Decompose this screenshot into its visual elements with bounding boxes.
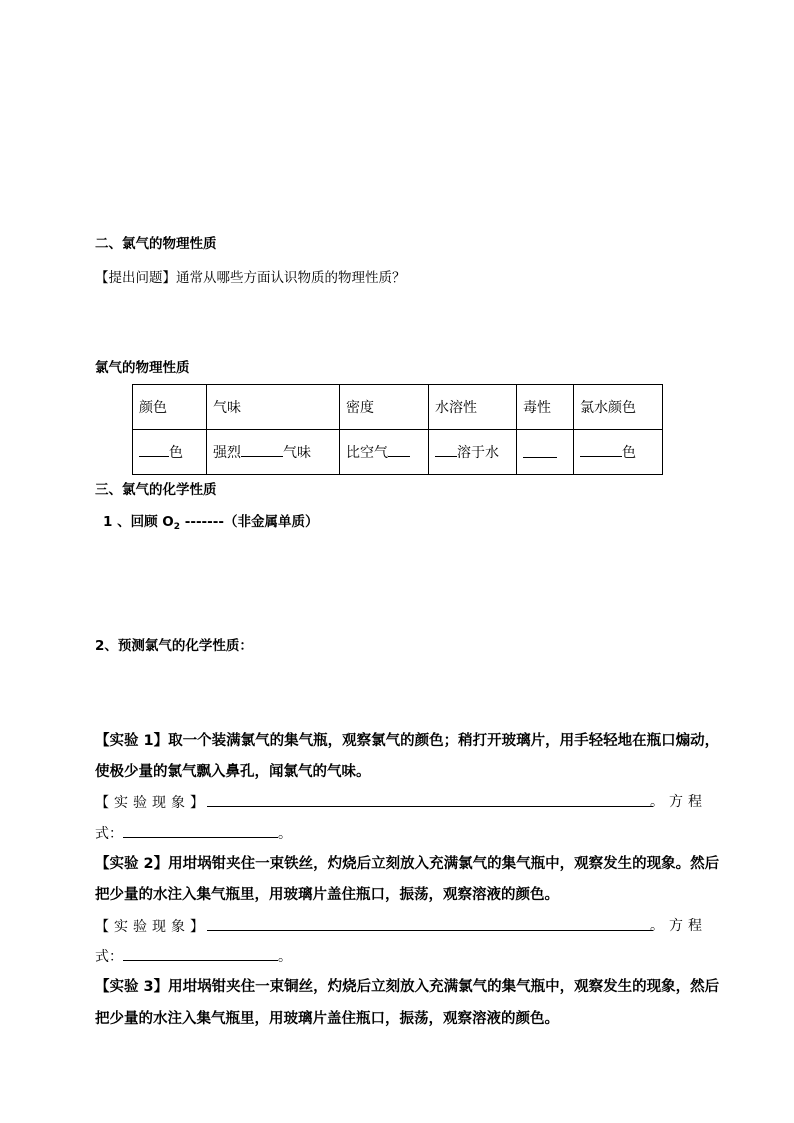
equation-blank[interactable] (123, 823, 278, 838)
equation-period: 。 (278, 826, 292, 842)
header-cell: 毒性 (517, 385, 574, 430)
table-caption: 氯气的物理性质 (95, 360, 190, 376)
density-blank[interactable] (388, 442, 410, 457)
density-prefix: 比空气 (346, 445, 388, 461)
review-prefix: 1 、回顾 O (103, 514, 174, 530)
table-answer-row (133, 430, 663, 475)
header-cell: 密度 (340, 385, 429, 430)
predict-item: 2、预测氯气的化学性质： (95, 638, 253, 654)
phenomenon-blank[interactable] (207, 916, 653, 931)
color-suffix: 色 (169, 445, 183, 461)
experiment2-text-line1: 【实验 2】用坩埚钳夹住一束铁丝，灼烧后立刻放入充满氯气的集气瓶中，观察发生的现象。然后 (95, 856, 720, 872)
phenomenon-blank[interactable] (207, 792, 653, 807)
equation-label: 式： (95, 949, 123, 965)
fangcheng-label: 。方程 (650, 918, 707, 934)
equation-blank[interactable] (123, 946, 278, 961)
experiment3-text-line2: 把少量的水注入集气瓶里，用玻璃片盖住瓶口，振荡，观察溶液的颜色。 (95, 1011, 559, 1027)
experiment1-text-line1: 【实验 1】取一个装满氯气的集气瓶，观察氯气的颜色；稍打开玻璃片，用手轻轻地在瓶口煽动， (95, 733, 720, 749)
header-cell: 气味 (207, 385, 340, 430)
equation-label: 式： (95, 826, 123, 842)
toxicity-blank[interactable] (523, 443, 557, 458)
review-subscript: 2 (173, 522, 181, 532)
solubility-suffix: 溶于水 (457, 445, 499, 461)
fangcheng-label: 。方程 (650, 794, 707, 810)
phenomenon-label: 【实验现象】 (95, 795, 209, 811)
solubility-blank[interactable] (435, 442, 457, 457)
table-header-row (133, 385, 663, 430)
section3-title: 三、氯气的化学性质 (95, 482, 217, 498)
experiment3-text-line1: 【实验 3】用坩埚钳夹住一束铜丝，灼烧后立刻放入充满氯气的集气瓶中，观察发生的现象，然后 (95, 979, 720, 995)
header-cell: 氯水颜色 (574, 385, 663, 430)
physical-properties-table (132, 384, 663, 475)
experiment1-phenomenon-line (95, 792, 653, 813)
smell-blank[interactable] (241, 442, 283, 457)
review-suffix: -------（非金属单质） (180, 514, 319, 530)
review-o2-item (103, 512, 318, 537)
equation-period: 。 (278, 949, 292, 965)
experiment1-text-line2: 使极少量的氯气飘入鼻孔，闻氯气的气味。 (95, 764, 371, 780)
header-cell: 颜色 (133, 385, 207, 430)
water-color-suffix: 色 (622, 445, 636, 461)
header-cell: 水溶性 (429, 385, 517, 430)
section2-title: 二、氯气的物理性质 (95, 236, 217, 252)
toxicity-cell (517, 430, 574, 475)
smell-cell (207, 430, 340, 475)
phenomenon-label: 【实验现象】 (95, 919, 209, 935)
experiment2-phenomenon-line (95, 916, 653, 937)
water-color-blank[interactable] (580, 442, 622, 457)
color-cell (133, 430, 207, 475)
solubility-cell (429, 430, 517, 475)
color-blank[interactable] (139, 442, 169, 457)
experiment2-text-line2: 把少量的水注入集气瓶里，用玻璃片盖住瓶口，振荡，观察溶液的颜色。 (95, 887, 559, 903)
water-color-cell (574, 430, 663, 475)
experiment2-equation-line (95, 946, 292, 967)
question-text: 【提出问题】通常从哪些方面认识物质的物理性质？ (95, 270, 406, 286)
smell-prefix: 强烈 (213, 445, 241, 461)
experiment1-equation-line (95, 823, 292, 844)
density-cell (340, 430, 429, 475)
smell-suffix: 气味 (283, 445, 311, 461)
